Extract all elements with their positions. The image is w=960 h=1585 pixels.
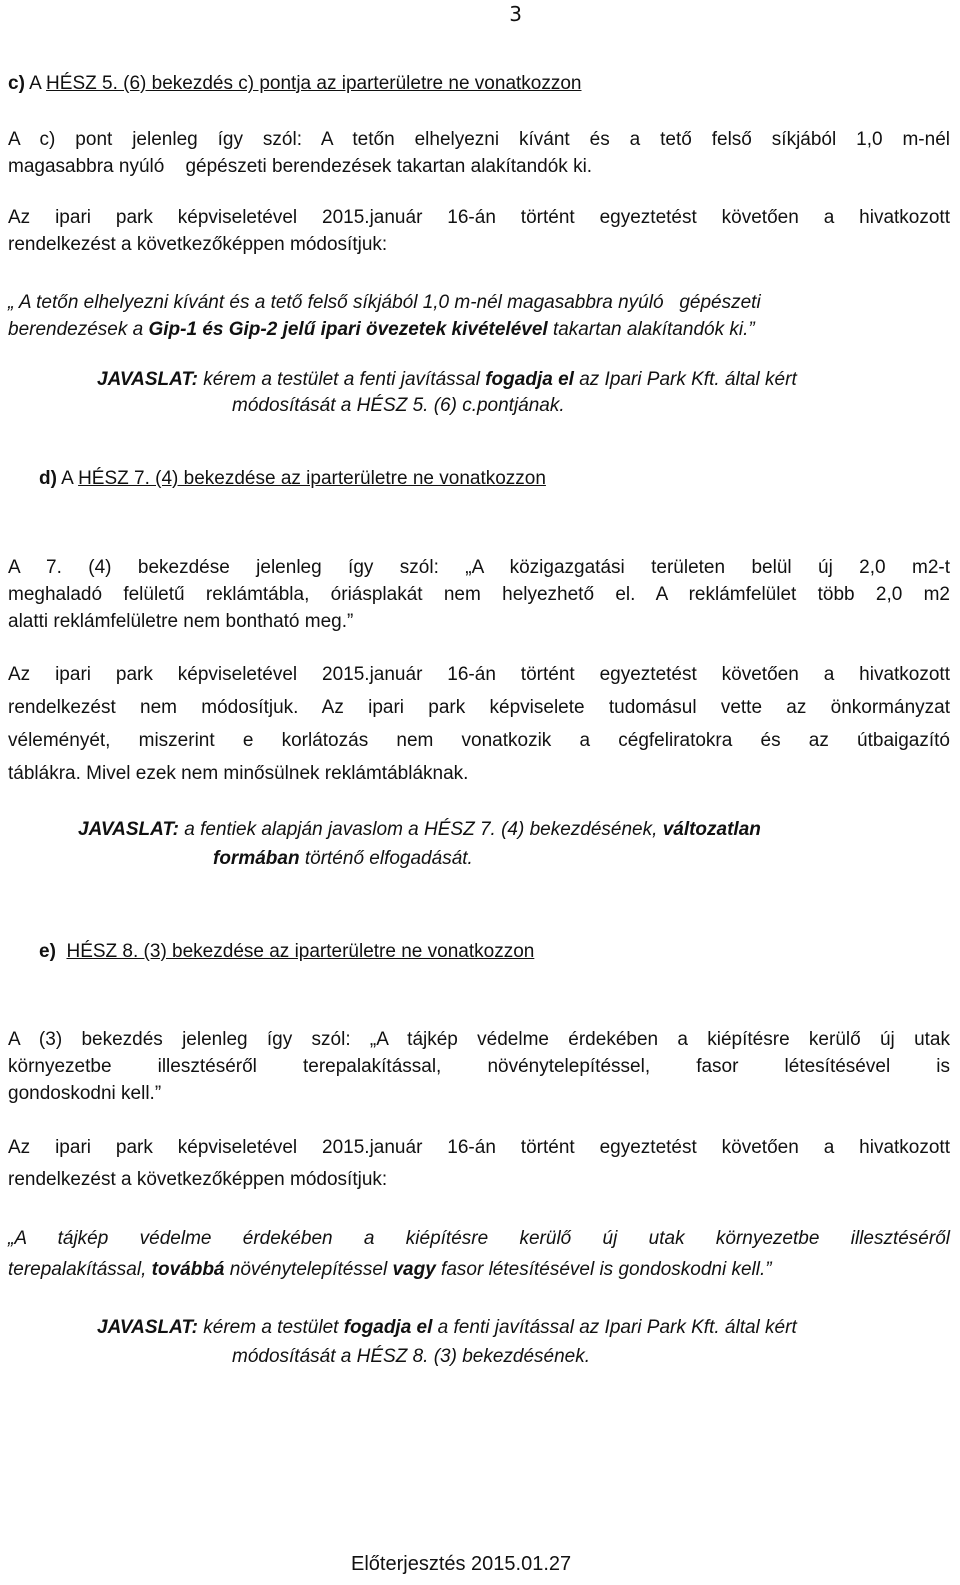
section-c-proposal-line-2: módosítását a HÉSZ 5. (6) c.pontjának. (232, 395, 565, 416)
section-d-agreement-line-1: Az ipari park képviseletével 2015.január 16-án történt egyeztetést követően a hivatkozott (8, 664, 950, 685)
section-e-new-2d: vagy (392, 1259, 436, 1280)
section-d-proposal-line-1 (78, 818, 950, 842)
section-d-agreement-line-3: véleményét, miszerint e korlátozás nem vonatkozik a cégfeliratokra és az útbaigazító (8, 730, 950, 751)
section-e-new-2a: terepalakítással, (8, 1259, 152, 1280)
section-c-proposal-label: JAVASLAT: (97, 369, 198, 390)
section-d-label: d) (39, 468, 57, 489)
section-e-current-line-2: környezetbe illesztéséről terepalakítással, növénytelepítéssel, fasor létesítésével is (8, 1056, 950, 1077)
section-e-heading-text: HÉSZ 8. (3) bekezdése az iparterületre ne vonatkozzon (66, 941, 535, 962)
section-e-label: e) (39, 941, 56, 962)
section-e-new-2c: növénytelepítéssel (224, 1259, 393, 1280)
section-d-current-line-1: A 7. (4) bekezdése jelenleg így szól: „A közigazgatási területen belül új 2,0 m2-t (8, 557, 950, 578)
section-e-proposal-1a: kérem a testület (197, 1317, 344, 1338)
section-c-new-text-line-1: „ A tetőn elhelyezni kívánt és a tető felső síkjából 1,0 m-nél magasabbra nyúló gépészeti (8, 292, 761, 313)
section-d-heading-text: HÉSZ 7. (4) bekezdése az iparterületre ne vonatkozzon (78, 468, 546, 489)
section-c-proposal-1c: az Ipari Park Kft. által kért (573, 369, 797, 390)
section-e-agreement-line-2: rendelkezést a következőképpen módosítjuk: (8, 1169, 388, 1190)
section-e-proposal-label: JAVASLAT: (97, 1317, 198, 1338)
section-e-new-2b: továbbá (151, 1259, 225, 1280)
section-c-heading-lead: A (29, 73, 41, 94)
section-d-proposal-1a: a fentiek alapján javaslom a HÉSZ 7. (4) bekezdésének, (178, 819, 663, 840)
section-d-current-line-2: meghaladó felületű reklámtábla, óriásplakát nem helyezhető el. A reklámfelület több 2,0 m2 (8, 584, 950, 605)
section-c-current-line-1: A c) pont jelenleg így szól: A tetőn elhelyezni kívánt és a tető felső síkjából 1,0 m-nél (8, 129, 950, 150)
section-c-proposal-1b: fogadja el (485, 369, 574, 390)
section-d-proposal-2a: formában (213, 848, 300, 869)
section-e-proposal-1c: a fenti javítással az Ipari Park Kft. által kért (432, 1317, 797, 1338)
section-e-current-line-3: gondoskodni kell.” (8, 1083, 162, 1104)
section-e-proposal-1b: fogadja el (343, 1317, 433, 1338)
section-d-proposal-label: JAVASLAT: (78, 819, 179, 840)
section-c-new-2a: berendezések a (8, 319, 149, 340)
section-e-new-text-line-1: „A tájkép védelme érdekében a kiépítésre kerülő új utak környezetbe illesztéséről (8, 1228, 950, 1249)
section-c-new-2b: Gip-1 és Gip-2 jelű ipari övezetek kivételével (148, 319, 548, 340)
page-number: 3 (509, 2, 522, 26)
section-c-new-text-line-2 (8, 318, 950, 342)
section-e-current-line-1: A (3) bekezdés jelenleg így szól: „A tájkép védelme érdekében a kiépítésre kerülő új utak (8, 1029, 950, 1050)
section-c-new-2c: takartan alakítandók ki.” (547, 319, 755, 340)
section-d-agreement-line-4: táblákra. Mivel ezek nem minősülnek reklámtábláknak. (8, 763, 469, 784)
section-c-label: c) (8, 73, 25, 94)
section-c-agreement-line-1: Az ipari park képviseletével 2015.január 16-án történt egyeztetést követően a hivatkozott (8, 207, 950, 228)
section-d-proposal-2b: történő elfogadását. (299, 848, 473, 869)
section-d-current-line-3: alatti reklámfelületre nem bontható meg.” (8, 611, 354, 632)
section-e-new-text-line-2 (8, 1258, 950, 1282)
section-d-heading (39, 467, 950, 491)
section-e-proposal-line-1 (97, 1316, 950, 1340)
section-c-current-line-2 (8, 155, 950, 179)
section-e-heading (39, 940, 950, 964)
footer: Előterjesztés 2015.01.27 (351, 1553, 572, 1575)
section-d-proposal-line-2 (213, 847, 950, 871)
section-c-current-line-2-text: magasabbra nyúló gépészeti berendezések takartan alakítandók ki. (8, 156, 593, 177)
section-e-proposal-line-2: módosítását a HÉSZ 8. (3) bekezdésének. (232, 1346, 591, 1367)
section-d-agreement-line-2: rendelkezést nem módosítjuk. Az ipari park képviselete tudomásul vette az önkormányzat (8, 697, 950, 718)
section-c-agreement-line-2: rendelkezést a következőképpen módosítjuk: (8, 234, 388, 255)
section-e-agreement-line-1: Az ipari park képviseletével 2015.január 16-án történt egyeztetést követően a hivatkozott (8, 1137, 950, 1158)
section-e-new-2e: fasor létesítésével is gondoskodni kell.” (435, 1259, 772, 1280)
section-c-heading-text: HÉSZ 5. (6) bekezdés c) pontja az iparterületre ne vonatkozzon (46, 73, 582, 94)
section-c-proposal-1a: kérem a testület a fenti javítással (197, 369, 486, 390)
section-c-heading (8, 72, 950, 96)
section-d-heading-lead: A (61, 468, 73, 489)
section-c-proposal-line-1 (97, 368, 950, 392)
section-d-proposal-1b: változatlan (662, 819, 761, 840)
